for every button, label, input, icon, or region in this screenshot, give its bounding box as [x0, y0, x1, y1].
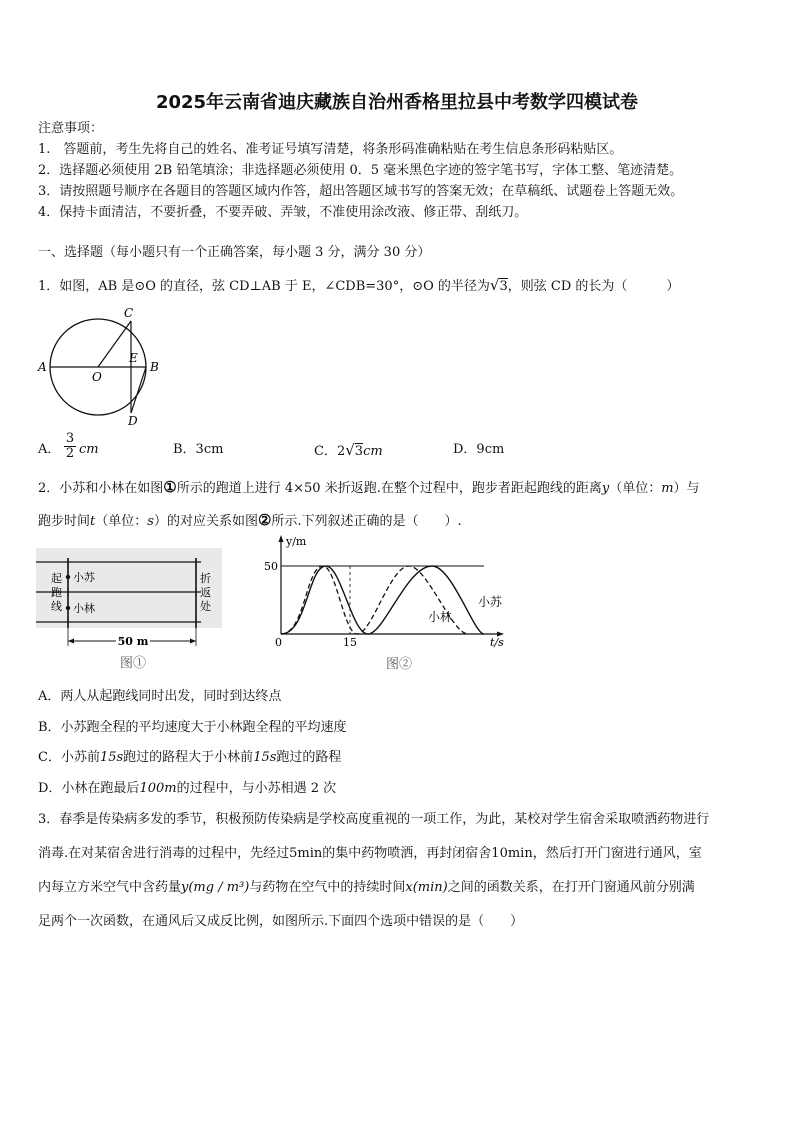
- q3-time-2: 10min: [491, 846, 533, 861]
- option-d-distance: 100m: [139, 781, 177, 796]
- q2-text-1: 2．小苏和小林在如图: [38, 481, 164, 496]
- start-line-char-2: 跑: [51, 586, 62, 599]
- label-C: C: [124, 306, 134, 320]
- figure-1-caption: 图①: [119, 656, 147, 671]
- q2-circled-2: ②: [257, 511, 272, 529]
- y-axis-label: y/m: [286, 535, 307, 548]
- option-c-unit: cm: [363, 444, 383, 459]
- sqrt-symbol: √: [345, 441, 355, 459]
- notice-item-1: 1. 答题前，考生先将自己的姓名、准考证号填写清楚，将条形码准确粘贴在考生信息条形码粘贴区。: [38, 142, 623, 157]
- y-tick-50: 50: [264, 560, 278, 573]
- return-point-char-3: 处: [200, 600, 211, 613]
- series-label-lin: 小林: [428, 610, 453, 624]
- option-d-text-2: 的过程中，与小苏相遇 2 次: [176, 781, 337, 796]
- question-1-option-d: D．9cm: [453, 442, 505, 457]
- option-a-label: A．: [38, 442, 61, 457]
- label-A: A: [38, 360, 47, 374]
- circle-figure: [36, 305, 176, 427]
- q2-text-6: 所示.下列叙述正确的是（ ）.: [271, 514, 462, 529]
- label-O: O: [92, 370, 102, 384]
- notice-item-3: 3．请按照题号顺序在各题目的答题区域内作答，超出答题区域书写的答案无效；在草稿纸、试题卷上答题无效。: [38, 184, 684, 199]
- fraction-numerator: 3: [65, 431, 75, 446]
- q2-unit-t: （单位：: [95, 514, 148, 529]
- runner-label-su: 小苏: [73, 571, 95, 584]
- question-2-stem-line1: [38, 479, 700, 497]
- start-line-char-3: 线: [51, 600, 62, 613]
- question-3-line3: [38, 880, 695, 896]
- option-c-time-2: 15s: [253, 750, 277, 765]
- return-point-char-2: 返: [200, 586, 211, 599]
- q2-unit-m: m: [661, 481, 674, 496]
- start-line-char-1: 起: [51, 572, 62, 585]
- q3-text-5: 与药物在空气中的持续时间: [249, 880, 406, 895]
- section-heading-choice: 一、选择题（每小题只有一个正确答案，每小题 3 分，满分 30 分）: [38, 245, 431, 260]
- runner-label-lin: 小林: [73, 602, 95, 615]
- question-3-line4: 足两个一次函数，在通风后又成反比例，如图所示.下面四个选项中错误的是（ ）: [38, 914, 524, 929]
- q2-unit-y: （单位：: [609, 481, 662, 496]
- option-c-radicand: 3: [354, 444, 364, 459]
- q3-text-2: 的集中药物喷洒，再封闭宿舍: [322, 846, 492, 861]
- option-d-text-1: D．小林在跑最后: [38, 781, 140, 796]
- q2-text-5: ）的对应关系如图: [153, 514, 258, 529]
- label-E: E: [129, 351, 138, 365]
- question-3-line2: [38, 846, 702, 862]
- question-1-radius: 3: [499, 279, 508, 294]
- figure-2-caption: 图②: [385, 657, 413, 672]
- notice-heading: 注意事项：: [38, 121, 104, 136]
- option-c-label: C．: [314, 444, 337, 459]
- q2-unit-s: s: [147, 514, 154, 529]
- distance-time-graph: [262, 532, 520, 674]
- question-1-option-a: [38, 442, 60, 458]
- notice-item-4: 4．保持卡面清洁，不要折叠，不要弄破、弄皱，不准使用涂改液、修正带、刮纸刀。: [38, 205, 528, 220]
- page-title: 2025年云南省迪庆藏族自治州香格里拉县中考数学四模试卷: [155, 92, 639, 113]
- option-c-text-1: C．小苏前: [38, 750, 100, 765]
- option-c-time-1: 15s: [99, 750, 124, 765]
- q3-var-y: y(mg / m³): [181, 880, 250, 895]
- q2-var-t: t: [90, 514, 96, 529]
- series-label-su: 小苏: [478, 595, 503, 609]
- label-D: D: [128, 414, 138, 427]
- q2-circled-1: ①: [163, 478, 177, 496]
- q2-var-y: y: [601, 481, 610, 496]
- q3-time-1: 5min: [289, 846, 323, 861]
- sqrt-symbol: √: [489, 276, 500, 294]
- question-1-stem-part1: 1．如图，AB 是⊙O 的直径，弦 CD⊥AB 于 E，∠CDB=30°，⊙O 的半径为: [38, 279, 490, 294]
- q2-text-2: 所示的跑道上进行 4×50 米折返跑.在整个过程中，跑步者距起跑线的距离: [176, 481, 602, 496]
- q2-text-4: 跑步时间: [38, 514, 91, 529]
- q2-text-3: ）与: [673, 481, 700, 496]
- question-2-option-d: [38, 781, 336, 797]
- q3-text-1: 消毒.在对某宿舍进行消毒的过程中，先经过: [38, 846, 290, 861]
- origin-label: 0: [275, 636, 282, 649]
- question-2-option-c: [38, 750, 341, 766]
- notice-item-2: 2．选择题必须使用 2B 铅笔填涂；非选择题必须使用 0．5 毫米黑色字迹的签字笔书写，字体工整、笔迹清楚。: [38, 163, 683, 178]
- question-1-stem: [38, 277, 679, 295]
- question-2-stem-line2: [38, 512, 462, 530]
- option-c-coef: 2: [336, 444, 346, 459]
- q3-text-3: ，然后打开门窗进行通风，室: [532, 846, 702, 861]
- option-c-text-3: 跑过的路程: [276, 750, 342, 765]
- question-3-line1: 3．春季是传染病多发的季节，积极预防传染病是学校高度重视的一项工作，为此，某校对学生宿舍采取喷洒药物进行: [38, 812, 710, 827]
- option-a-fraction: [64, 432, 76, 461]
- track-figure: [36, 548, 222, 676]
- option-c-text-2: 跑过的路程大于小林前: [123, 750, 254, 765]
- question-2-option-a: A．两人从起跑线同时出发，同时到达终点: [38, 689, 282, 704]
- q3-var-x: x(min): [405, 880, 448, 895]
- label-B: B: [150, 360, 159, 374]
- fraction-denominator: 2: [65, 446, 75, 461]
- option-a-unit: cm: [79, 442, 99, 457]
- question-1-option-b: B．3cm: [173, 442, 224, 457]
- track-length-label: 50 m: [117, 635, 149, 648]
- q3-text-6: 之间的函数关系，在打开门窗通风前分别满: [447, 880, 695, 895]
- question-1-stem-part2: ，则弦 CD 的长为（ ）: [507, 279, 680, 294]
- question-1-option-c: [314, 442, 383, 460]
- x-axis-label: t/s: [490, 636, 504, 649]
- return-point-char-1: 折: [200, 572, 211, 585]
- q3-text-4: 内每立方米空气中含药量: [38, 880, 182, 895]
- question-2-option-b: B．小苏跑全程的平均速度大于小林跑全程的平均速度: [38, 720, 347, 735]
- x-tick-15: 15: [343, 636, 357, 649]
